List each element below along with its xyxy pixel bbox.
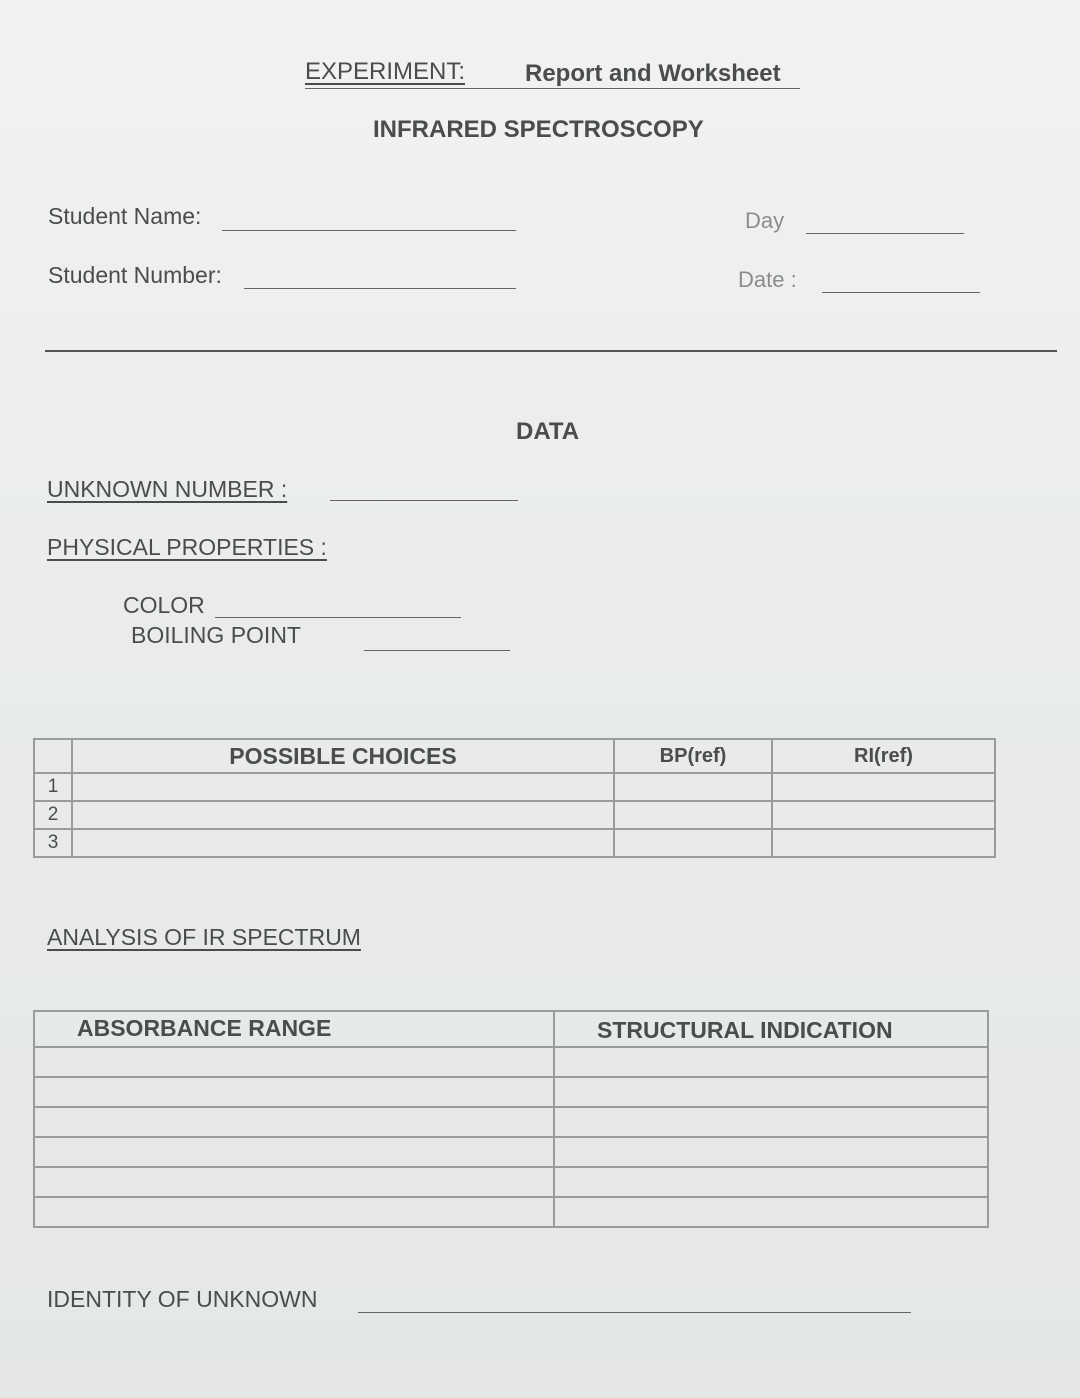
- table-row: [34, 1047, 988, 1077]
- student-number-field[interactable]: [244, 288, 516, 289]
- section-divider: [45, 350, 1057, 352]
- row-number: 1: [34, 773, 72, 801]
- color-field[interactable]: [215, 617, 461, 618]
- row-number: 2: [34, 801, 72, 829]
- ri-ref-header: RI(ref): [772, 739, 995, 773]
- table-row: [34, 739, 995, 773]
- choice-cell[interactable]: [72, 773, 614, 801]
- student-name-label: Student Name:: [48, 203, 202, 229]
- physical-properties-label: PHYSICAL PROPERTIES :: [47, 534, 327, 560]
- absorbance-cell[interactable]: [34, 1167, 554, 1197]
- bp-cell[interactable]: [614, 773, 772, 801]
- choice-cell[interactable]: [72, 801, 614, 829]
- student-name-field[interactable]: [222, 230, 516, 231]
- structural-indication-header: STRUCTURAL INDICATION: [554, 1011, 988, 1047]
- identity-field[interactable]: [358, 1312, 911, 1313]
- bp-ref-header: BP(ref): [614, 739, 772, 773]
- table-row: [34, 829, 995, 857]
- date-label: Date :: [738, 267, 797, 292]
- bp-cell[interactable]: [614, 829, 772, 857]
- analysis-table: [33, 1010, 989, 1228]
- day-field[interactable]: [806, 233, 964, 234]
- table-row: [34, 773, 995, 801]
- indication-cell[interactable]: [554, 1107, 988, 1137]
- absorbance-cell[interactable]: [34, 1137, 554, 1167]
- indication-cell[interactable]: [554, 1167, 988, 1197]
- ri-cell[interactable]: [772, 829, 995, 857]
- possible-choices-header: POSSIBLE CHOICES: [72, 739, 614, 773]
- table-row: [34, 1011, 988, 1047]
- absorbance-cell[interactable]: [34, 1077, 554, 1107]
- date-field[interactable]: [822, 292, 980, 293]
- table-row: [34, 1077, 988, 1107]
- analysis-heading: ANALYSIS OF IR SPECTRUM: [47, 924, 361, 950]
- boiling-point-label: BOILING POINT: [131, 622, 301, 648]
- ri-cell[interactable]: [772, 801, 995, 829]
- student-number-label: Student Number:: [48, 262, 222, 288]
- boiling-point-field[interactable]: [364, 650, 510, 651]
- absorbance-cell[interactable]: [34, 1197, 554, 1227]
- indication-cell[interactable]: [554, 1137, 988, 1167]
- experiment-underline: [305, 88, 800, 89]
- choice-cell[interactable]: [72, 829, 614, 857]
- day-label: Day: [745, 208, 785, 233]
- indication-cell[interactable]: [554, 1047, 988, 1077]
- unknown-number-label: UNKNOWN NUMBER :: [47, 476, 288, 502]
- table-row: [34, 1197, 988, 1227]
- identity-label: IDENTITY OF UNKNOWN: [47, 1286, 318, 1312]
- color-label: COLOR: [123, 592, 205, 618]
- indication-cell[interactable]: [554, 1077, 988, 1107]
- indication-cell[interactable]: [554, 1197, 988, 1227]
- ri-cell[interactable]: [772, 773, 995, 801]
- absorbance-cell[interactable]: [34, 1107, 554, 1137]
- absorbance-range-header: ABSORBANCE RANGE: [34, 1011, 554, 1047]
- unknown-number-field[interactable]: [330, 500, 518, 501]
- bp-cell[interactable]: [614, 801, 772, 829]
- row-number: 3: [34, 829, 72, 857]
- row-number-header: [34, 739, 72, 773]
- experiment-title: [305, 58, 465, 86]
- data-heading: DATA: [516, 418, 580, 445]
- absorbance-cell[interactable]: [34, 1047, 554, 1077]
- subtitle: INFRARED SPECTROSCOPY: [373, 116, 704, 143]
- experiment-title-text: Report and Worksheet: [525, 60, 781, 87]
- experiment-label: EXPERIMENT:: [305, 58, 466, 85]
- table-row: [34, 1167, 988, 1197]
- table-row: [34, 801, 995, 829]
- possible-choices-table: [33, 738, 996, 858]
- table-row: [34, 1137, 988, 1167]
- table-row: [34, 1107, 988, 1137]
